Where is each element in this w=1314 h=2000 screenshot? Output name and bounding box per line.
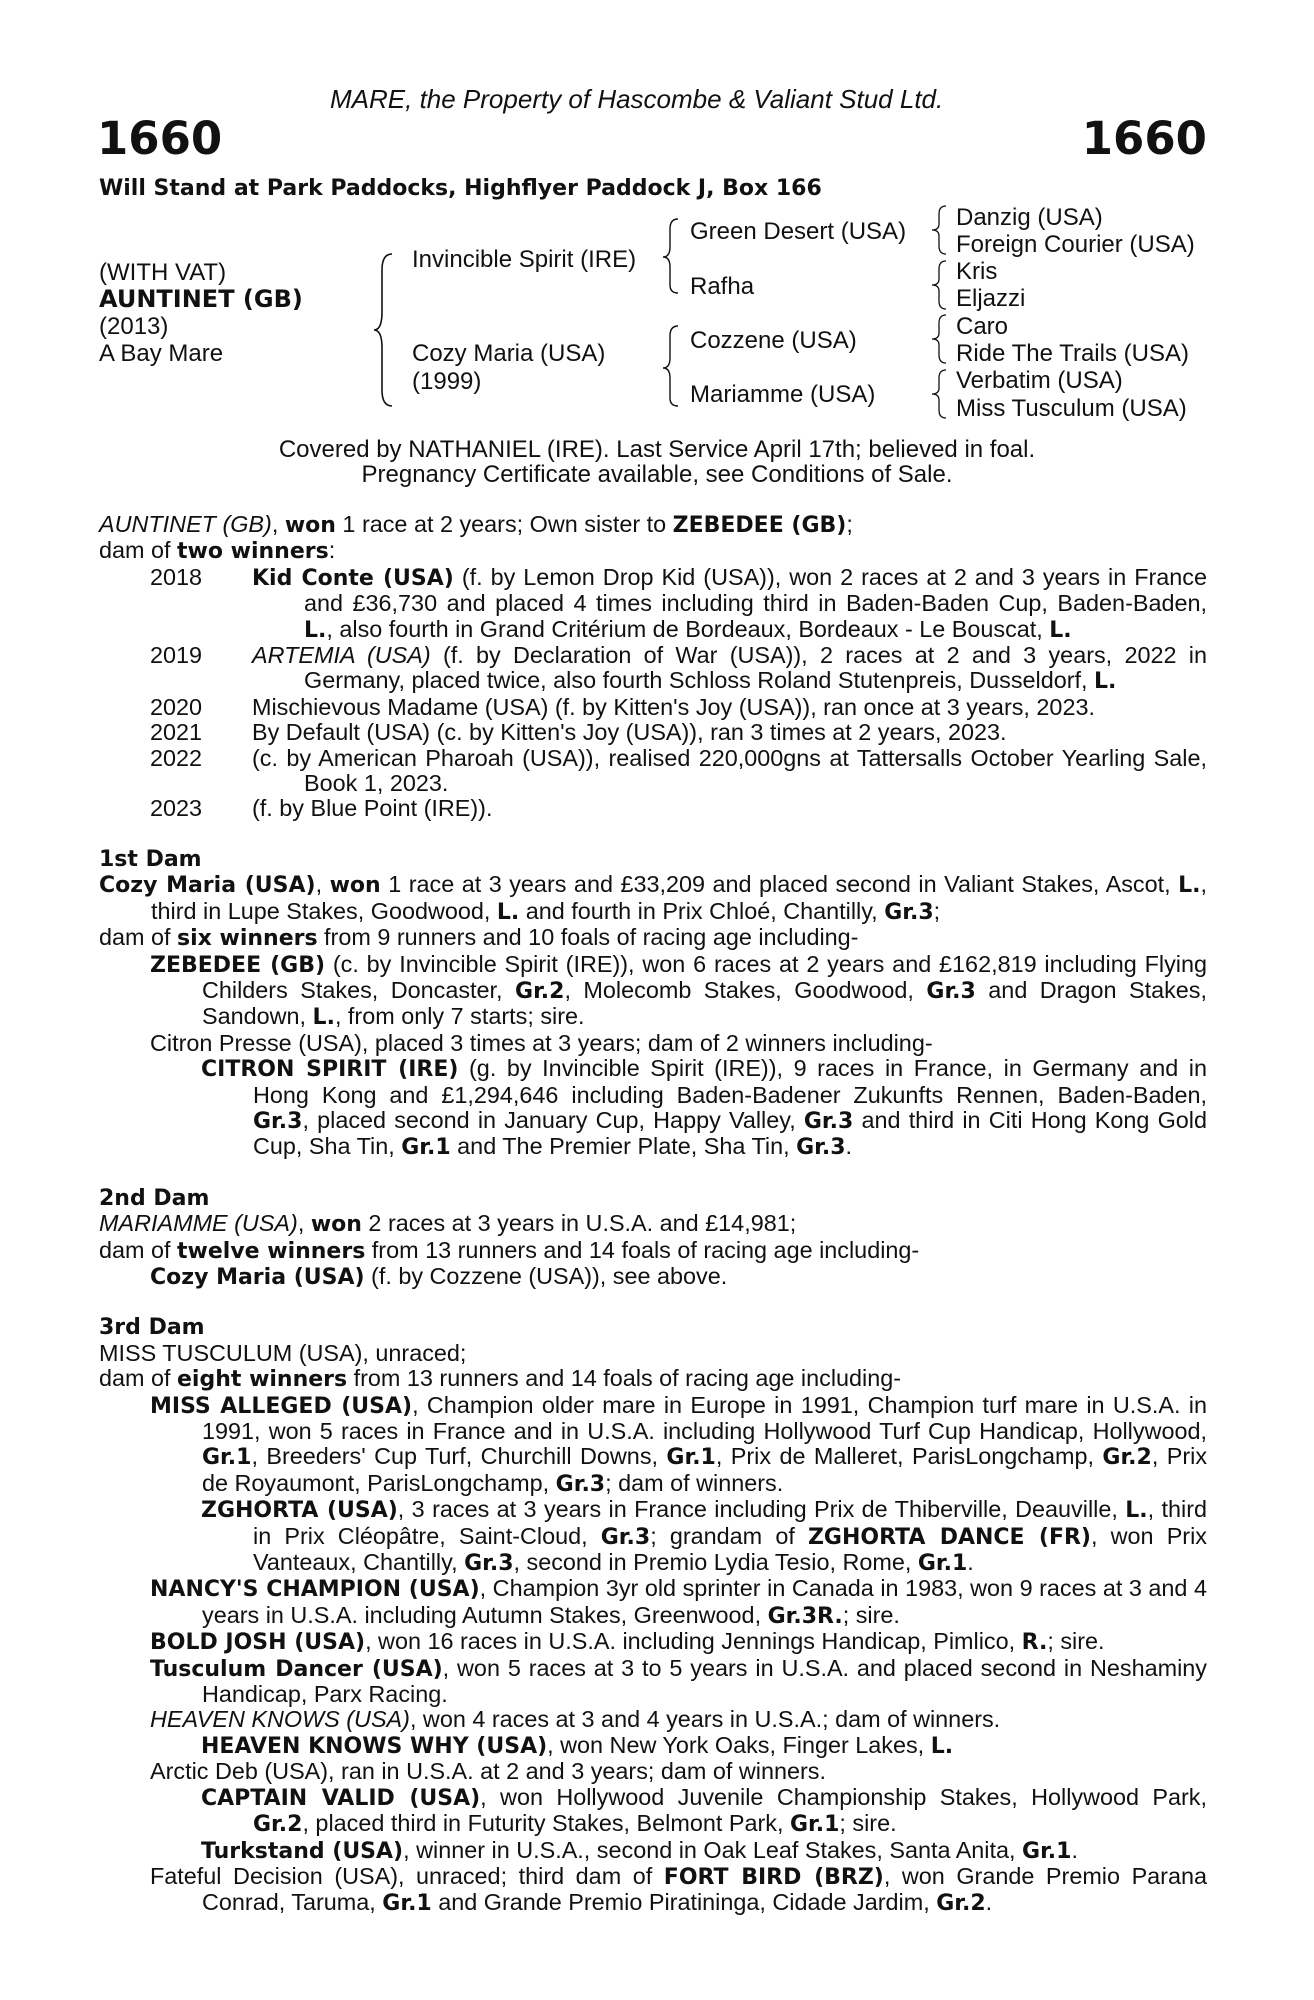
progeny-entry: HEAVEN KNOWS (USA), won 4 races at 3 and 4 years in U.S.A.; dam of winners. bbox=[150, 1706, 1001, 1733]
pedigree-ds: Cozzene (USA) bbox=[690, 327, 857, 354]
progeny-entry: HEAVEN KNOWS WHY (USA), won New York Oaks, Finger Lakes, L. bbox=[201, 1731, 954, 1759]
pedigree-brace-sd bbox=[928, 257, 952, 311]
progeny-row: 2020 Mischievous Madame (USA) (f. by Kitten's Joy (USA)), ran once at 3 years, 2023. bbox=[150, 693, 1095, 720]
third-dam-heading: 3rd Dam bbox=[99, 1315, 205, 1341]
progeny-entry: Arctic Deb (USA), ran in U.S.A. at 2 and 3 years; dam of winners. bbox=[150, 1758, 826, 1785]
pedigree-dd: Mariamme (USA) bbox=[690, 381, 876, 408]
horse-description: A Bay Mare bbox=[99, 340, 224, 367]
lot-number-left: 1660 bbox=[97, 112, 223, 165]
catalogue-body bbox=[99, 512, 1207, 1917]
progeny-entry: Fateful Decision (USA), unraced; third dam of FORT BIRD (BRZ), won Grande Premio Parana Conrad, Taruma, Gr.1 and Grande Premio Piratininga, Cidade Jardim, Gr.2. bbox=[150, 1862, 1207, 1917]
pedigree-ss: Green Desert (USA) bbox=[690, 218, 907, 245]
progeny-row: 2022 (c. by American Pharoah (USA)), realised 220,000gns at Tattersalls October Yearling Sale, Book 1, 2023. bbox=[150, 744, 1207, 797]
pregnancy-line: Pregnancy Certificate available, see Conditions of Sale. bbox=[361, 461, 953, 488]
first-dam-paragraph: Cozy Maria (USA), won 1 race at 3 years and £33,209 and placed second in Valiant Stakes, Ascot, L., third in Lupe Stakes, Goodwood, L. and fourth in Prix Chloé, Chantilly, Gr.3; bbox=[99, 871, 1208, 925]
progeny-row: 2019 ARTEMIA (USA) (f. by Declaration of War (USA)), 2 races at 2 and 3 years, 2022 in Germany, placed twice, also fourth Schloss Roland Stutenpreis, Dusseldorf, L. bbox=[150, 642, 1208, 695]
progeny-row: 2023 (f. by Blue Point (IRE)). bbox=[150, 795, 493, 822]
pedigree-dam: Cozy Maria (USA) bbox=[412, 340, 606, 367]
progeny-row: 2021 By Default (USA) (c. by Kitten's Joy (USA)), ran 3 times at 2 years, 2023. bbox=[150, 719, 1007, 746]
intro-horse-name: AUNTINET (GB) bbox=[99, 511, 272, 537]
pedigree-sdd: Eljazzi bbox=[956, 285, 1026, 312]
intro-paragraph: AUNTINET (GB), won 1 race at 2 years; Own sister to ZEBEDEE (GB); bbox=[99, 511, 853, 538]
pedigree-dsd: Ride The Trails (USA) bbox=[956, 340, 1189, 367]
first-dam-heading: 1st Dam bbox=[99, 846, 202, 872]
vat-note: (WITH VAT) bbox=[99, 259, 227, 286]
progeny-entry: ZEBEDEE (GB) (c. by Invincible Spirit (IRE)), won 6 races at 2 years and £162,819 including Flying Childers Stakes, Doncaster, Gr.2, Molecomb Stakes, Goodwood, Gr.3 and Dragon Stakes, Sandown, L., from only 7 starts; sire. bbox=[150, 950, 1207, 1031]
third-dam-dam-of: dam of eight winners from 13 runners and 14 foals of racing age including- bbox=[99, 1365, 902, 1393]
first-dam-dam-of: dam of six winners from 9 runners and 10 foals of racing age including- bbox=[99, 924, 859, 952]
second-dam-heading: 2nd Dam bbox=[99, 1185, 210, 1211]
pedigree-dss: Caro bbox=[956, 313, 1009, 340]
progeny-entry: ZGHORTA (USA), 3 races at 3 years in France including Prix de Thiberville, Deauville, L., third in Prix Cléopâtre, Saint-Cloud, Gr.3; grandam of ZGHORTA DANCE (FR), won Prix Vanteaux, Chantilly, Gr.3, second in Premio Lydia Tesio, Rome, Gr.1. bbox=[201, 1496, 1208, 1577]
pedigree-brace-dd bbox=[928, 366, 952, 420]
progeny-row: 2018 Kid Conte (USA) (f. by Lemon Drop Kid (USA)), won 2 races at 2 and 3 years in France and £36,730 and placed 4 times including third in Baden-Baden Cup, Baden-Baden, L., also fourth in Grand Critérium de Bordeaux, Bordeaux - Le Bouscat, L. bbox=[150, 563, 1208, 643]
third-dam-line: MISS TUSCULUM (USA), unraced; bbox=[99, 1339, 467, 1366]
progeny-entry: Turkstand (USA), winner in U.S.A., second in Oak Leaf Stakes, Santa Anita, Gr.1. bbox=[201, 1836, 1078, 1864]
pedigree-brace-ss bbox=[928, 202, 952, 256]
pedigree-brace-dam bbox=[660, 322, 684, 410]
covered-line: Covered by NATHANIEL (IRE). Last Service April 17th; believed in foal. bbox=[278, 436, 1036, 463]
pedigree-sds: Kris bbox=[956, 258, 998, 285]
progeny-entry: BOLD JOSH (USA), won 16 races in U.S.A. including Jennings Handicap, Pimlico, R.; sire. bbox=[150, 1628, 1105, 1656]
pedigree-ssd: Foreign Courier (USA) bbox=[956, 231, 1195, 258]
pedigree-dam-year: (1999) bbox=[412, 368, 482, 395]
pedigree-sd: Rafha bbox=[690, 273, 755, 300]
pedigree-dds: Verbatim (USA) bbox=[956, 367, 1123, 394]
pedigree-brace-ds bbox=[928, 311, 952, 365]
property-line: MARE, the Property of Hascombe & Valiant Stud Ltd. bbox=[330, 84, 944, 114]
progeny-entry: Tusculum Dancer (USA), won 5 races at 3 to 5 years in U.S.A. and placed second in Neshaminy Handicap, Parx Racing. bbox=[150, 1654, 1207, 1708]
horse-name: AUNTINET (GB) bbox=[99, 285, 303, 313]
intro-won: won bbox=[284, 513, 336, 538]
pedigree-brace-gen1 bbox=[370, 250, 400, 410]
horse-year: (2013) bbox=[99, 313, 169, 340]
intro-dam-of: dam of two winners: bbox=[99, 537, 336, 565]
pedigree-ddd: Miss Tusculum (USA) bbox=[956, 395, 1187, 422]
progeny-entry: MISS ALLEGED (USA), Champion older mare in Europe in 1991, Champion turf mare in U.S.A. in 1991, won 5 races in France and in U.S.A. including Hollywood Turf Cup Handicap, Hollywood, Gr.1, Breeders' Cup Turf, Churchill Downs, Gr.1, Prix de Malleret, ParisLongchamp, Gr.2, Prix de Royaumont, ParisLongchamp, Gr.3; dam of winners. bbox=[150, 1391, 1208, 1497]
second-dam-paragraph: MARIAMME (USA), won 2 races at 3 years in U.S.A. and £14,981; bbox=[99, 1210, 797, 1238]
progeny-entry: CITRON SPIRIT (IRE) (g. by Invincible Spirit (IRE)), 9 races in France, in Germany and in Hong Kong and £1,294,646 including Baden-Badener Zukunfts Rennen, Baden-Baden, Gr.3, placed second in January Cup, Happy Valley, Gr.3 and third in Citi Hong Kong Gold Cup, Sha Tin, Gr.1 and The Premier Plate, Sha Tin, Gr.3. bbox=[201, 1055, 1208, 1161]
intro-sibling: ZEBEDEE (GB) bbox=[672, 513, 847, 538]
pedigree-sire: Invincible Spirit (IRE) bbox=[412, 246, 637, 273]
pedigree-brace-sire bbox=[660, 215, 684, 295]
pedigree-sss: Danzig (USA) bbox=[956, 204, 1103, 231]
stand-location: Will Stand at Park Paddocks, Highflyer Paddock J, Box 166 bbox=[99, 176, 822, 201]
progeny-entry: Cozy Maria (USA) (f. by Cozzene (USA)), see above. bbox=[150, 1262, 728, 1290]
progeny-entry: NANCY'S CHAMPION (USA), Champion 3yr old sprinter in Canada in 1983, won 9 races at 3 and 4 years in U.S.A. including Autumn Stakes, Greenwood, Gr.3R.; sire. bbox=[150, 1575, 1207, 1629]
progeny-entry: Citron Presse (USA), placed 3 times at 3 years; dam of 2 winners including- bbox=[150, 1029, 933, 1056]
lot-number-right: 1660 bbox=[1081, 112, 1207, 165]
progeny-entry: CAPTAIN VALID (USA), won Hollywood Juvenile Championship Stakes, Hollywood Park, Gr.2, placed third in Futurity Stakes, Belmont Park, Gr.1; sire. bbox=[201, 1783, 1207, 1838]
second-dam-dam-of: dam of twelve winners from 13 runners and 14 foals of racing age including- bbox=[99, 1236, 920, 1264]
